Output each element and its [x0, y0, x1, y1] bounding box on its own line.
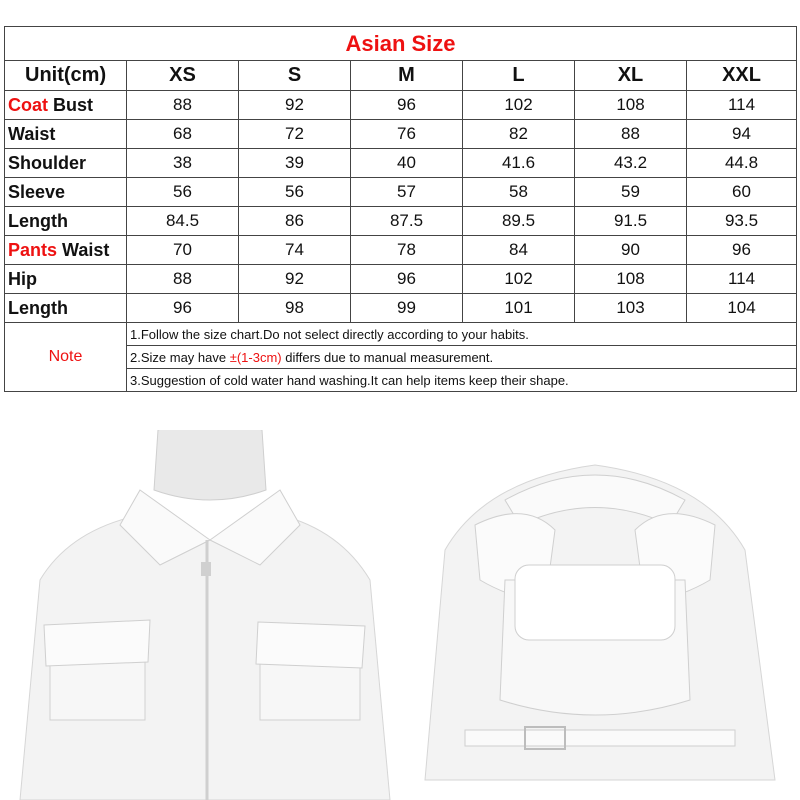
- table-cell: 103: [575, 294, 687, 323]
- table-cell: 60: [687, 178, 797, 207]
- garment-label: Coat: [8, 94, 48, 115]
- table-cell: 102: [463, 265, 575, 294]
- table-cell: 72: [239, 120, 351, 149]
- measurement-name: Length: [8, 210, 68, 231]
- table-cell: 99: [351, 294, 463, 323]
- table-cell: 56: [127, 178, 239, 207]
- table-cell: 58: [463, 178, 575, 207]
- table-row: [5, 91, 797, 120]
- measurement-name: Hip: [8, 268, 37, 289]
- table-cell: 108: [575, 91, 687, 120]
- table-cell: 92: [239, 265, 351, 294]
- table-cell: 76: [351, 120, 463, 149]
- measurement-name: Shoulder: [8, 152, 87, 173]
- note-row: [5, 323, 797, 346]
- table-cell: 68: [127, 120, 239, 149]
- size-header: XXL: [687, 61, 797, 91]
- table-cell: 44.8: [687, 149, 797, 178]
- table-cell: 43.2: [575, 149, 687, 178]
- table-cell: 86: [239, 207, 351, 236]
- table-cell: 84: [463, 236, 575, 265]
- table-cell: 114: [687, 91, 797, 120]
- note-line-2: [127, 346, 797, 369]
- table-cell: 82: [463, 120, 575, 149]
- size-header: M: [351, 61, 463, 91]
- measurement-label: [5, 149, 127, 178]
- note-line-2-end: differs due to manual measurement.: [281, 349, 494, 365]
- table-cell: 96: [351, 265, 463, 294]
- table-cell: 104: [687, 294, 797, 323]
- table-cell: 96: [127, 294, 239, 323]
- table-cell: 102: [463, 91, 575, 120]
- measurement-label: [5, 91, 127, 120]
- table-cell: 98: [239, 294, 351, 323]
- table-cell: 88: [127, 91, 239, 120]
- measurement-label: [5, 294, 127, 323]
- garment-label: Pants: [8, 239, 58, 260]
- table-row: [5, 265, 797, 294]
- measurement-label: [5, 265, 127, 294]
- table-row: [5, 207, 797, 236]
- table-cell: 56: [239, 178, 351, 207]
- table-cell: 101: [463, 294, 575, 323]
- size-header: L: [463, 61, 575, 91]
- table-cell: 91.5: [575, 207, 687, 236]
- table-cell: 74: [239, 236, 351, 265]
- note-label: Note: [5, 323, 127, 392]
- table-cell: 57: [351, 178, 463, 207]
- table-row: [5, 149, 797, 178]
- table-cell: 59: [575, 178, 687, 207]
- size-chart-table: [4, 26, 797, 392]
- table-cell: 92: [239, 91, 351, 120]
- table-cell: 39: [239, 149, 351, 178]
- coat-front-photo: [10, 430, 400, 800]
- table-cell: 70: [127, 236, 239, 265]
- measurement-label: [5, 178, 127, 207]
- table-cell: 78: [351, 236, 463, 265]
- note-line-3: 3.Suggestion of cold water hand washing.It can help items keep their shape.: [127, 369, 797, 392]
- table-cell: 84.5: [127, 207, 239, 236]
- table-cell: 88: [127, 265, 239, 294]
- table-cell: 38: [127, 149, 239, 178]
- note-line-2-start: 2.Size may have: [130, 349, 230, 365]
- measurement-name: Sleeve: [8, 181, 66, 202]
- table-cell: 41.6: [463, 149, 575, 178]
- table-cell: 94: [687, 120, 797, 149]
- note-tolerance: ±(1-3cm): [229, 349, 282, 365]
- table-cell: 96: [687, 236, 797, 265]
- table-row: [5, 178, 797, 207]
- measurement-label: [5, 207, 127, 236]
- measurement-name: Length: [8, 297, 68, 318]
- size-header: XL: [575, 61, 687, 91]
- table-cell: 114: [687, 265, 797, 294]
- table-cell: 87.5: [351, 207, 463, 236]
- measurement-name: Bust: [53, 94, 94, 115]
- note-line-1: 1.Follow the size chart.Do not select directly according to your habits.: [127, 323, 797, 346]
- table-cell: 96: [351, 91, 463, 120]
- table-row: [5, 236, 797, 265]
- chart-title: Asian Size: [5, 27, 797, 61]
- table-cell: 108: [575, 265, 687, 294]
- table-cell: 88: [575, 120, 687, 149]
- unit-header: Unit(cm): [5, 61, 127, 91]
- measurement-name: Waist: [62, 239, 110, 260]
- table-row: [5, 294, 797, 323]
- coat-back-photo: [405, 430, 795, 800]
- table-row: [5, 120, 797, 149]
- header-row: [5, 61, 797, 91]
- measurement-label: [5, 236, 127, 265]
- table-cell: 40: [351, 149, 463, 178]
- measurement-label: [5, 120, 127, 149]
- size-header: S: [239, 61, 351, 91]
- measurement-name: Waist: [8, 123, 56, 144]
- size-header: XS: [127, 61, 239, 91]
- table-cell: 90: [575, 236, 687, 265]
- table-cell: 93.5: [687, 207, 797, 236]
- table-cell: 89.5: [463, 207, 575, 236]
